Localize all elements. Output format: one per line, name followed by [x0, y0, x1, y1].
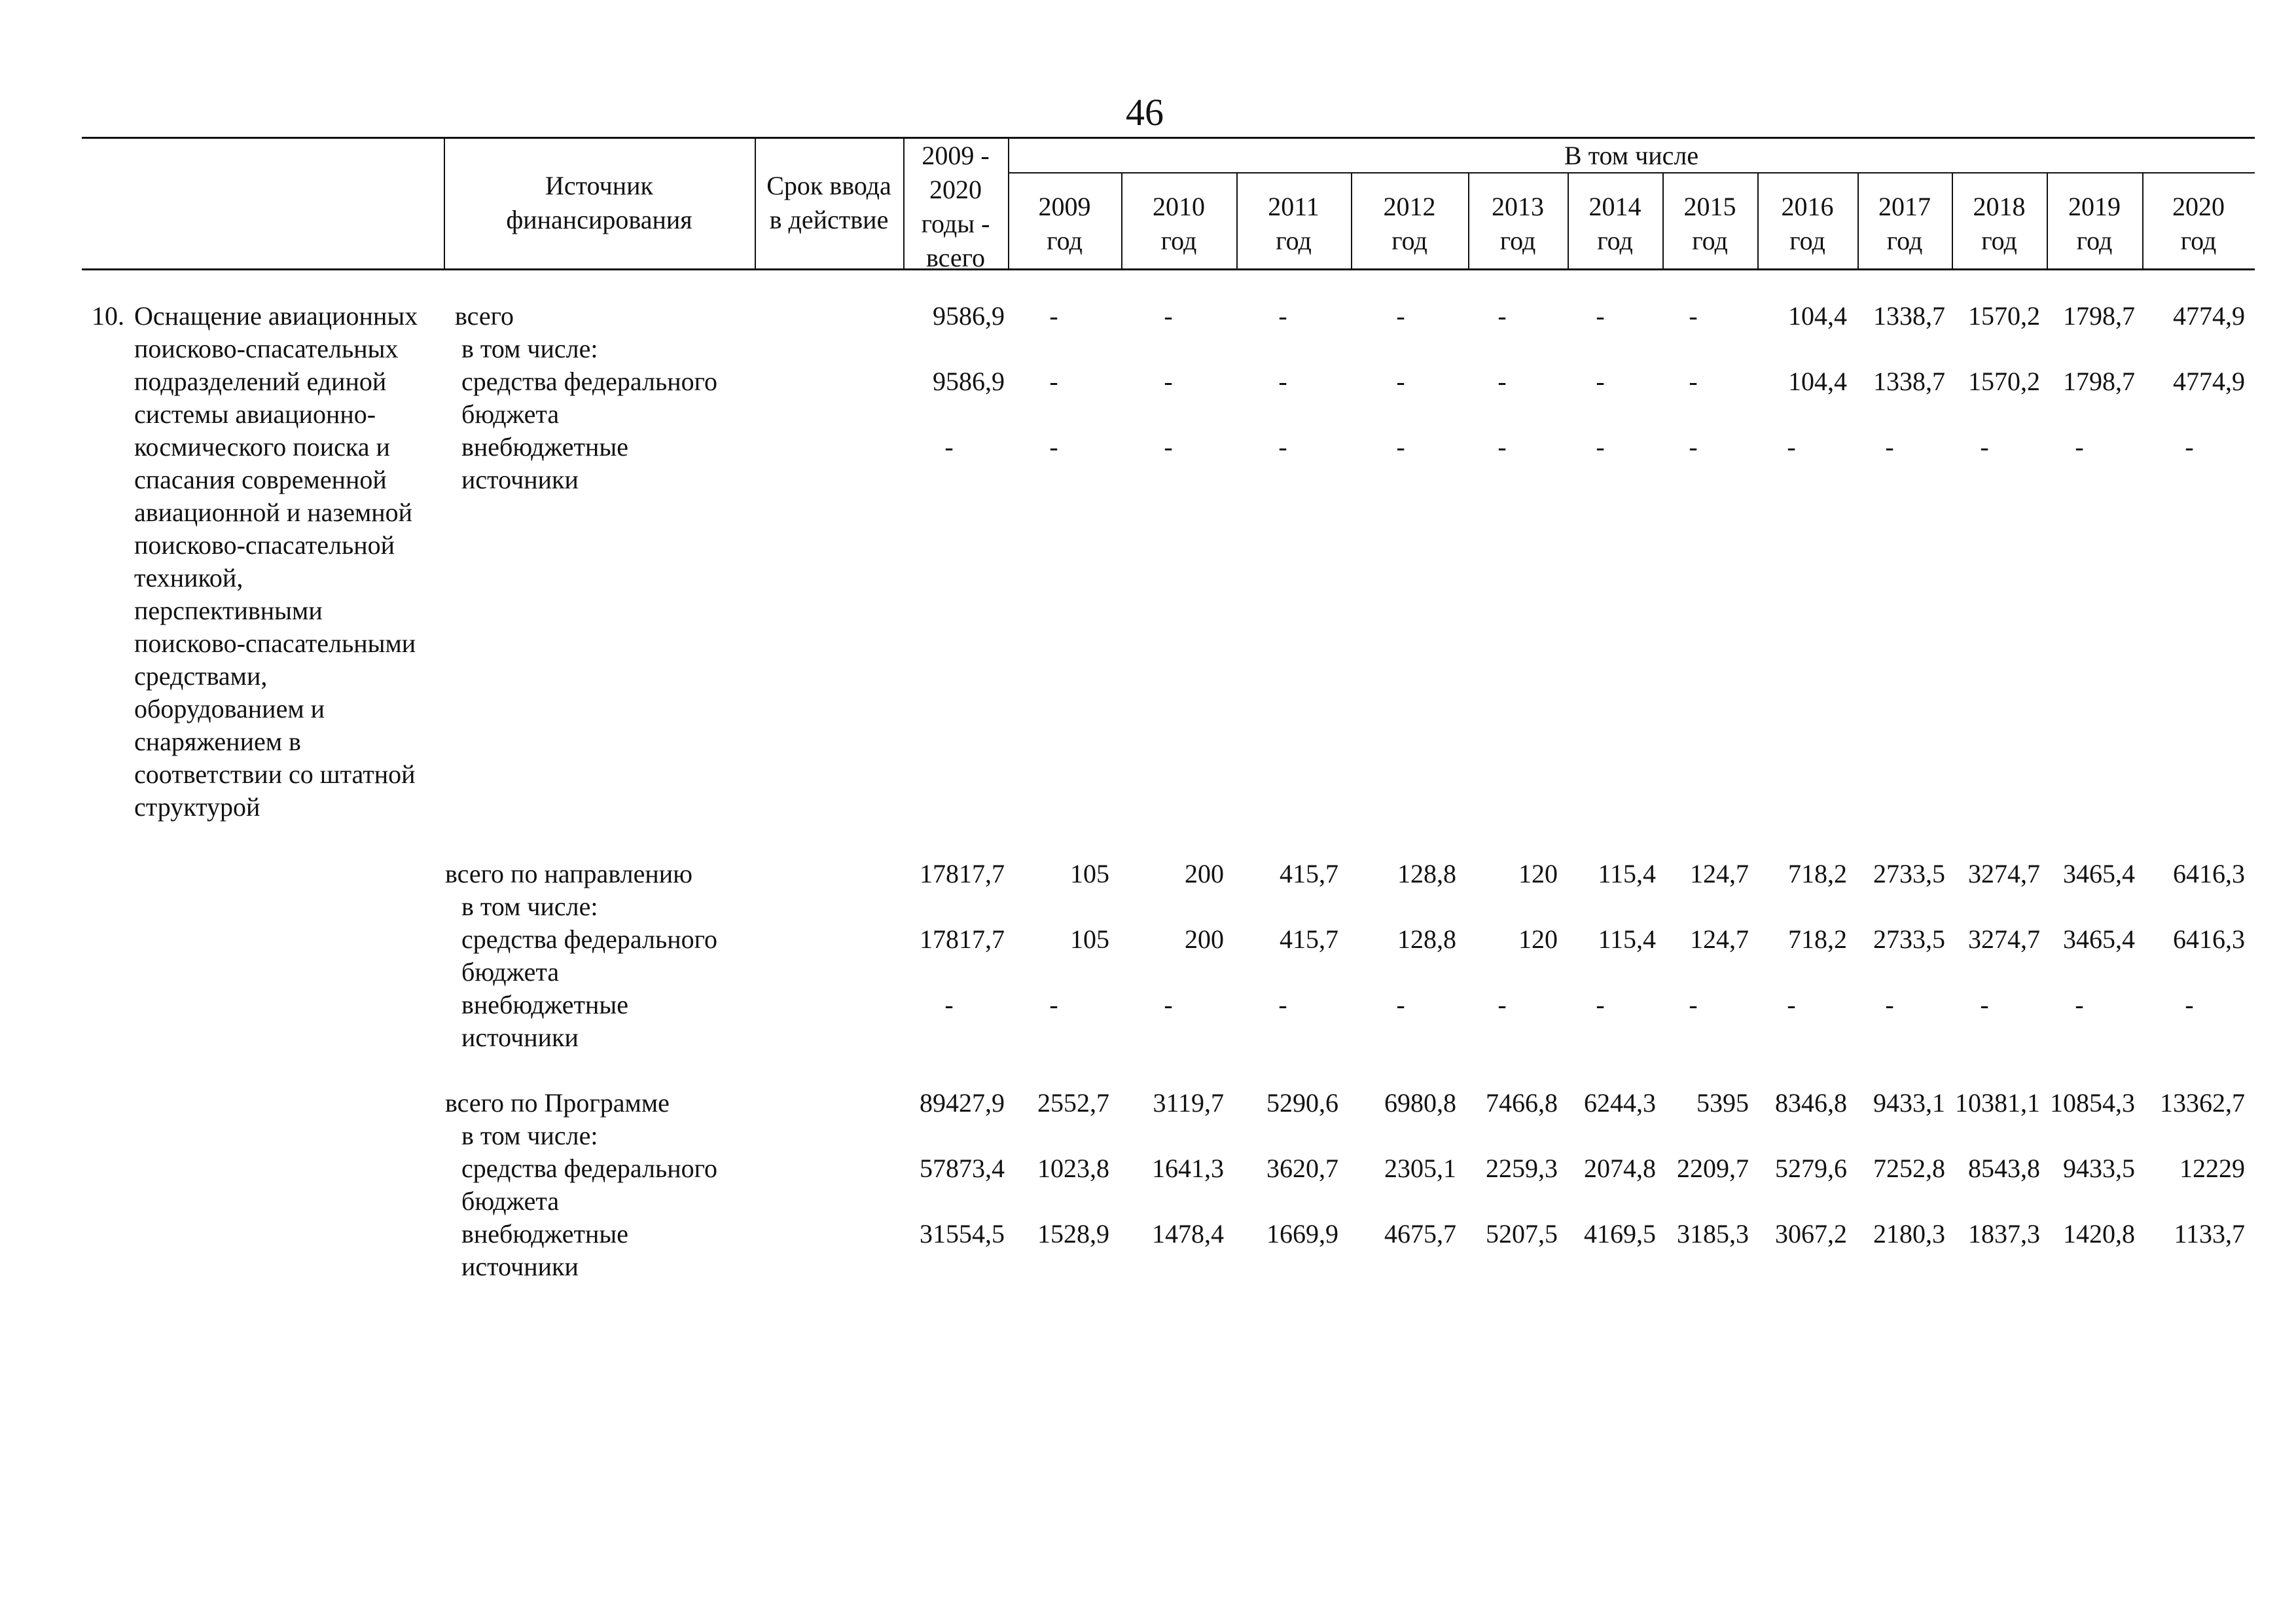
header-year-suffix: год	[1597, 226, 1633, 255]
header-year-suffix: год	[1886, 226, 1923, 255]
value-cell: -	[1689, 301, 1698, 331]
value-cell: 4169,5	[1584, 1219, 1656, 1249]
value-cell: 104,4	[1788, 367, 1847, 396]
value-cell: 124,7	[1690, 859, 1749, 888]
item-title-line: оборудованием и	[134, 694, 325, 723]
value-cell: 104,4	[1788, 301, 1847, 331]
header-bottom-rule	[82, 268, 2255, 270]
value-cell: 6416,3	[2173, 859, 2245, 888]
header-year-number: 2020	[2172, 192, 2225, 221]
item-title-line: снаряжением в	[134, 727, 301, 756]
item-title-line: соответствии со штатной	[134, 759, 416, 789]
item-title-line: средствами,	[134, 661, 268, 691]
header-year-number: 2019	[2068, 192, 2121, 221]
value-cell: 3465,4	[2063, 924, 2135, 954]
value-cell: 2733,5	[1873, 924, 1945, 954]
value-cell: -	[1596, 301, 1605, 331]
value-cell: -	[944, 990, 954, 1019]
header-year-number: 2018	[1973, 192, 2026, 221]
value-cell: 10381,1	[1955, 1088, 2040, 1118]
header-source-line: Источник	[545, 171, 653, 200]
value-cell: 124,7	[1690, 924, 1749, 954]
value-cell: 3620,7	[1266, 1154, 1338, 1183]
value-cell: 3067,2	[1775, 1219, 1847, 1249]
header-year-suffix: год	[1391, 226, 1427, 255]
value-cell: 718,2	[1788, 859, 1847, 888]
value-cell: -	[2075, 432, 2084, 462]
value-cell: 4774,9	[2173, 367, 2245, 396]
item-title-line: поисково-спасательными	[134, 629, 416, 658]
value-cell: -	[1049, 432, 1058, 462]
value-cell: 115,4	[1598, 859, 1656, 888]
header-year-2009	[1008, 190, 1121, 258]
value-cell: 10854,3	[2050, 1088, 2135, 1118]
value-cell: 1837,3	[1968, 1219, 2040, 1249]
page-number: 46	[1126, 91, 1164, 134]
header-year-2020	[2142, 190, 2255, 258]
value-cell: 5395	[1696, 1088, 1749, 1118]
header-year-number: 2012	[1383, 192, 1436, 221]
item-title-line: поисково-спасательных	[134, 334, 399, 363]
value-cell: -	[1498, 990, 1507, 1019]
value-cell: -	[1498, 432, 1507, 462]
item-title-line: спасания современной	[134, 465, 387, 494]
value-cell: 120	[1518, 859, 1558, 888]
row-label-line: средства федерального	[461, 924, 718, 954]
value-cell: -	[1396, 301, 1405, 331]
header-including: В том числе	[1564, 141, 1699, 170]
value-cell: -	[1980, 432, 1989, 462]
header-year-number: 2010	[1153, 192, 1205, 221]
value-cell: 6980,8	[1384, 1088, 1456, 1118]
value-cell: 718,2	[1788, 924, 1847, 954]
row-label-line: всего по Программе	[445, 1088, 670, 1118]
header-year-number: 2015	[1683, 192, 1736, 221]
value-cell: 1023,8	[1037, 1154, 1109, 1183]
header-year-2013	[1468, 190, 1568, 258]
header-year-suffix: год	[1160, 226, 1197, 255]
item-title-line: системы авиационно-	[134, 399, 376, 429]
value-cell: 9586,9	[933, 301, 1005, 331]
value-cell: -	[1396, 432, 1405, 462]
header-source	[444, 169, 755, 237]
value-cell: -	[2185, 990, 2194, 1019]
value-cell: 12229	[2179, 1154, 2245, 1183]
item-title-line: космического поиска и	[134, 432, 390, 462]
value-cell: 3274,7	[1968, 924, 2040, 954]
value-cell: -	[944, 432, 954, 462]
row-sublabel: в том числе:	[461, 892, 598, 921]
value-cell: 115,4	[1598, 924, 1656, 954]
header-total-line: 2009 -	[922, 141, 990, 170]
row-sublabel: в том числе:	[461, 334, 598, 363]
header-year-2019	[2047, 190, 2142, 258]
value-cell: -	[1596, 432, 1605, 462]
header-year-number: 2017	[1878, 192, 1931, 221]
header-year-2017	[1857, 190, 1952, 258]
header-total-line: годы -	[921, 209, 990, 238]
value-cell: 8543,8	[1968, 1154, 2040, 1183]
value-cell: -	[1596, 990, 1605, 1019]
value-cell: 200	[1185, 859, 1224, 888]
row-sublabel: в том числе:	[461, 1121, 598, 1150]
header-commission	[755, 169, 903, 237]
value-cell: 6244,3	[1584, 1088, 1656, 1118]
header-year-suffix: год	[1047, 226, 1083, 255]
value-cell: 105	[1070, 859, 1109, 888]
item-title-line: Оснащение авиационных	[134, 301, 418, 331]
header-commission-line: в действие	[769, 205, 889, 234]
header-year-suffix: год	[1499, 226, 1536, 255]
value-cell: 3185,3	[1677, 1219, 1749, 1249]
value-cell: 89427,9	[920, 1088, 1005, 1118]
header-total-line: всего	[925, 243, 986, 272]
value-cell: 1338,7	[1873, 367, 1945, 396]
value-cell: 200	[1185, 924, 1224, 954]
header-year-number: 2013	[1492, 192, 1544, 221]
item-number: 10.	[92, 301, 124, 331]
header-commission-line: Срок ввода	[766, 171, 891, 200]
value-cell: -	[1278, 367, 1287, 396]
row-label-line: бюджета	[461, 957, 560, 987]
value-cell: 1798,7	[2063, 367, 2135, 396]
header-year-2012	[1351, 190, 1468, 258]
value-cell: 57873,4	[920, 1154, 1005, 1183]
value-cell: 128,8	[1397, 924, 1456, 954]
value-cell: -	[2075, 990, 2084, 1019]
value-cell: -	[1278, 990, 1287, 1019]
row-label-line: всего	[455, 301, 514, 331]
row-label-line: бюджета	[461, 399, 560, 429]
value-cell: -	[1689, 990, 1698, 1019]
value-cell: 1798,7	[2063, 301, 2135, 331]
value-cell: 9433,1	[1873, 1088, 1945, 1118]
value-cell: 1570,2	[1968, 367, 2040, 396]
value-cell: 2259,3	[1486, 1154, 1558, 1183]
value-cell: 7466,8	[1486, 1088, 1558, 1118]
item-title-line: техникой,	[134, 563, 243, 593]
value-cell: -	[2185, 432, 2194, 462]
value-cell: -	[1278, 432, 1287, 462]
value-cell: 8346,8	[1775, 1088, 1847, 1118]
value-cell: 1528,9	[1037, 1219, 1109, 1249]
value-cell: -	[1164, 301, 1173, 331]
header-year-2010	[1121, 190, 1236, 258]
row-label-line: источники	[461, 465, 579, 494]
value-cell: -	[1396, 990, 1405, 1019]
value-cell: 3274,7	[1968, 859, 2040, 888]
value-cell: -	[1049, 367, 1058, 396]
value-cell: 9586,9	[933, 367, 1005, 396]
value-cell: -	[1278, 301, 1287, 331]
value-cell: 1133,7	[2174, 1219, 2245, 1249]
row-label-line: внебюджетные	[461, 990, 628, 1019]
header-year-suffix: год	[1789, 226, 1825, 255]
row-label-line: внебюджетные	[461, 1219, 628, 1249]
value-cell: 2552,7	[1037, 1088, 1109, 1118]
row-label-line: средства федерального	[461, 1154, 718, 1183]
row-label-line: бюджета	[461, 1186, 560, 1216]
header-total	[903, 139, 1008, 275]
value-cell: 120	[1518, 924, 1558, 954]
row-label-line: внебюджетные	[461, 432, 628, 462]
value-cell: 3119,7	[1153, 1088, 1224, 1118]
value-cell: -	[1049, 301, 1058, 331]
value-cell: 17817,7	[920, 924, 1005, 954]
value-cell: 5207,5	[1486, 1219, 1558, 1249]
value-cell: 2180,3	[1873, 1219, 1945, 1249]
value-cell: -	[1885, 432, 1894, 462]
value-cell: -	[1164, 432, 1173, 462]
value-cell: 2733,5	[1873, 859, 1945, 888]
value-cell: 5279,6	[1775, 1154, 1847, 1183]
header-year-2016	[1757, 190, 1857, 258]
header-year-number: 2014	[1588, 192, 1641, 221]
value-cell: 7252,8	[1873, 1154, 1945, 1183]
value-cell: 415,7	[1280, 924, 1338, 954]
value-cell: 1669,9	[1266, 1219, 1338, 1249]
value-cell: -	[1396, 367, 1405, 396]
value-cell: -	[1498, 367, 1507, 396]
value-cell: -	[1689, 367, 1698, 396]
value-cell: -	[1980, 990, 1989, 1019]
value-cell: -	[1049, 990, 1058, 1019]
value-cell: 128,8	[1397, 859, 1456, 888]
value-cell: 1420,8	[2063, 1219, 2135, 1249]
value-cell: -	[1885, 990, 1894, 1019]
item-title-line: авиационной и наземной	[134, 498, 413, 527]
value-cell: 1338,7	[1873, 301, 1945, 331]
item-title-line: поисково-спасательной	[134, 530, 395, 560]
value-cell: -	[1596, 367, 1605, 396]
value-cell: 9433,5	[2063, 1154, 2135, 1183]
item-title-line: перспективными	[134, 596, 323, 625]
value-cell: -	[1787, 432, 1796, 462]
header-year-2011	[1236, 190, 1351, 258]
row-label-line: источники	[461, 1023, 579, 1052]
value-cell: 3465,4	[2063, 859, 2135, 888]
header-year-suffix: год	[1276, 226, 1312, 255]
header-year-number: 2009	[1038, 192, 1091, 221]
header-year-2014	[1568, 190, 1662, 258]
row-label-line: источники	[461, 1252, 579, 1281]
header-year-suffix: год	[2180, 226, 2217, 255]
header-year-suffix: год	[2076, 226, 2113, 255]
value-cell: -	[1787, 990, 1796, 1019]
value-cell: 1478,4	[1152, 1219, 1224, 1249]
value-cell: 5290,6	[1266, 1088, 1338, 1118]
header-year-2015	[1662, 190, 1757, 258]
value-cell: 2305,1	[1384, 1154, 1456, 1183]
value-cell: 1641,3	[1152, 1154, 1224, 1183]
header-source-line: финансирования	[506, 205, 692, 234]
value-cell: 4675,7	[1384, 1219, 1456, 1249]
value-cell: 415,7	[1280, 859, 1338, 888]
item-title-line: подразделений единой	[134, 367, 387, 396]
header-year-suffix: год	[1981, 226, 2017, 255]
value-cell: -	[1164, 990, 1173, 1019]
value-cell: 105	[1070, 924, 1109, 954]
value-cell: 31554,5	[920, 1219, 1005, 1249]
header-year-suffix: год	[1692, 226, 1728, 255]
value-cell: 1570,2	[1968, 301, 2040, 331]
value-cell: 13362,7	[2160, 1088, 2245, 1118]
value-cell: -	[1689, 432, 1698, 462]
row-label-line: средства федерального	[461, 367, 718, 396]
value-cell: 6416,3	[2173, 924, 2245, 954]
value-cell: -	[1498, 301, 1507, 331]
header-year-number: 2016	[1781, 192, 1834, 221]
value-cell: 4774,9	[2173, 301, 2245, 331]
value-cell: 17817,7	[920, 859, 1005, 888]
row-label-line: всего по направлению	[445, 859, 693, 888]
header-year-number: 2011	[1268, 192, 1319, 221]
value-cell: 2209,7	[1677, 1154, 1749, 1183]
header-total-line: 2020	[929, 175, 982, 204]
value-cell: -	[1164, 367, 1173, 396]
value-cell: 2074,8	[1584, 1154, 1656, 1183]
header-year-2018	[1952, 190, 2047, 258]
item-title-line: структурой	[134, 792, 260, 822]
